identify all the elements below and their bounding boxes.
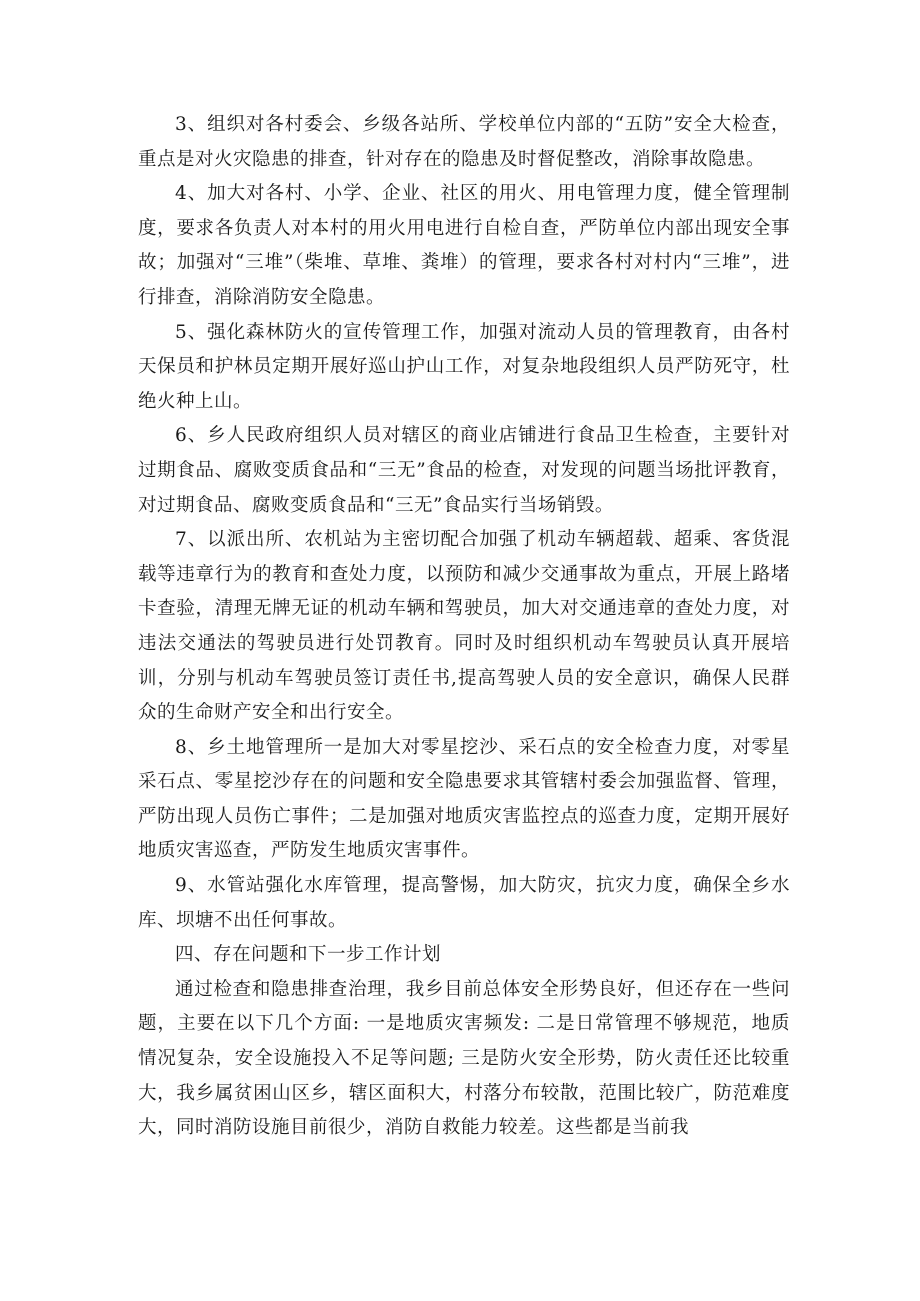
paragraph-summary: 通过检查和隐患排查治理，我乡目前总体安全形势良好，但还存在一些问题，主要在以下几个方面: 一是地质灾害频发: 二是日常管理不够规范，地质情况复杂，安全设施投入不足等问题; 三是防火安全形势，防火责任还比较重大，我乡属贫困山区乡，辖区面积大，村落分布较散，范围比较广，防范难度大，同时消防设施目前很少，消防自救能力较差。这些都是当前我 (138, 978, 790, 1139)
paragraph-item-3: 3、组织对各村委会、乡级各站所、学校单位内部的“五防”安全大检查，重点是对火灾隐患的排查，针对存在的隐患及时督促整改，消除事故隐患。 (138, 114, 790, 170)
paragraph-item-5: 5、强化森林防火的宣传管理工作，加强对流动人员的管理教育，由各村天保员和护林员定期开展好巡山护山工作，对复杂地段组织人员严防死守，杜绝火种上山。 (138, 321, 790, 412)
paragraph-item-9: 9、水管站强化水库管理，提高警惕，加大防灾，抗灾力度，确保全乡水库、坝塘不出任何事故。 (138, 875, 790, 931)
paragraph-item-7: 7、以派出所、农机站为主密切配合加强了机动车辆超载、超乘、客货混载等违章行为的教育和查处力度，以预防和减少交通事故为重点，开展上路堵卡查验，清理无牌无证的机动车辆和驾驶员，加大对交通违章的查处力度，对违法交通法的驾驶员进行处罚教育。同时及时组织机动车驾驶员认真开展培训，分别与机动车驾驶员签订责任书,提高驾驶人员的安全意识，确保人民群众的生命财产安全和出行安全。 (138, 529, 790, 724)
document-body (138, 108, 790, 1146)
paragraph-item-8: 8、乡土地管理所一是加大对零星挖沙、采石点的安全检查力度，对零星采石点、零星挖沙存在的问题和安全隐患要求其管辖村委会加强监督、管理，严防出现人员伤亡事件；二是加强对地质灾害监控点的巡查力度，定期开展好地质灾害巡查，严防发生地质灾害事件。 (138, 736, 790, 862)
paragraph-item-6: 6、乡人民政府组织人员对辖区的商业店铺进行食品卫生检查，主要针对过期食品、腐败变质食品和“三无”食品的检查，对发现的问题当场批评教育，对过期食品、腐败变质食品和“三无”食品实行当场销毁。 (138, 425, 790, 516)
section-heading: 四、存在问题和下一步工作计划 (175, 944, 442, 966)
paragraph-item-4: 4、加大对各村、小学、企业、社区的用火、用电管理力度，健全管理制度，要求各负责人对本村的用火用电进行自检自查，严防单位内部出现安全事故；加强对“三堆”（柴堆、草堆、粪堆）的管理，要求各村对村内“三堆”，进行排查，消除消防安全隐患。 (138, 183, 790, 308)
